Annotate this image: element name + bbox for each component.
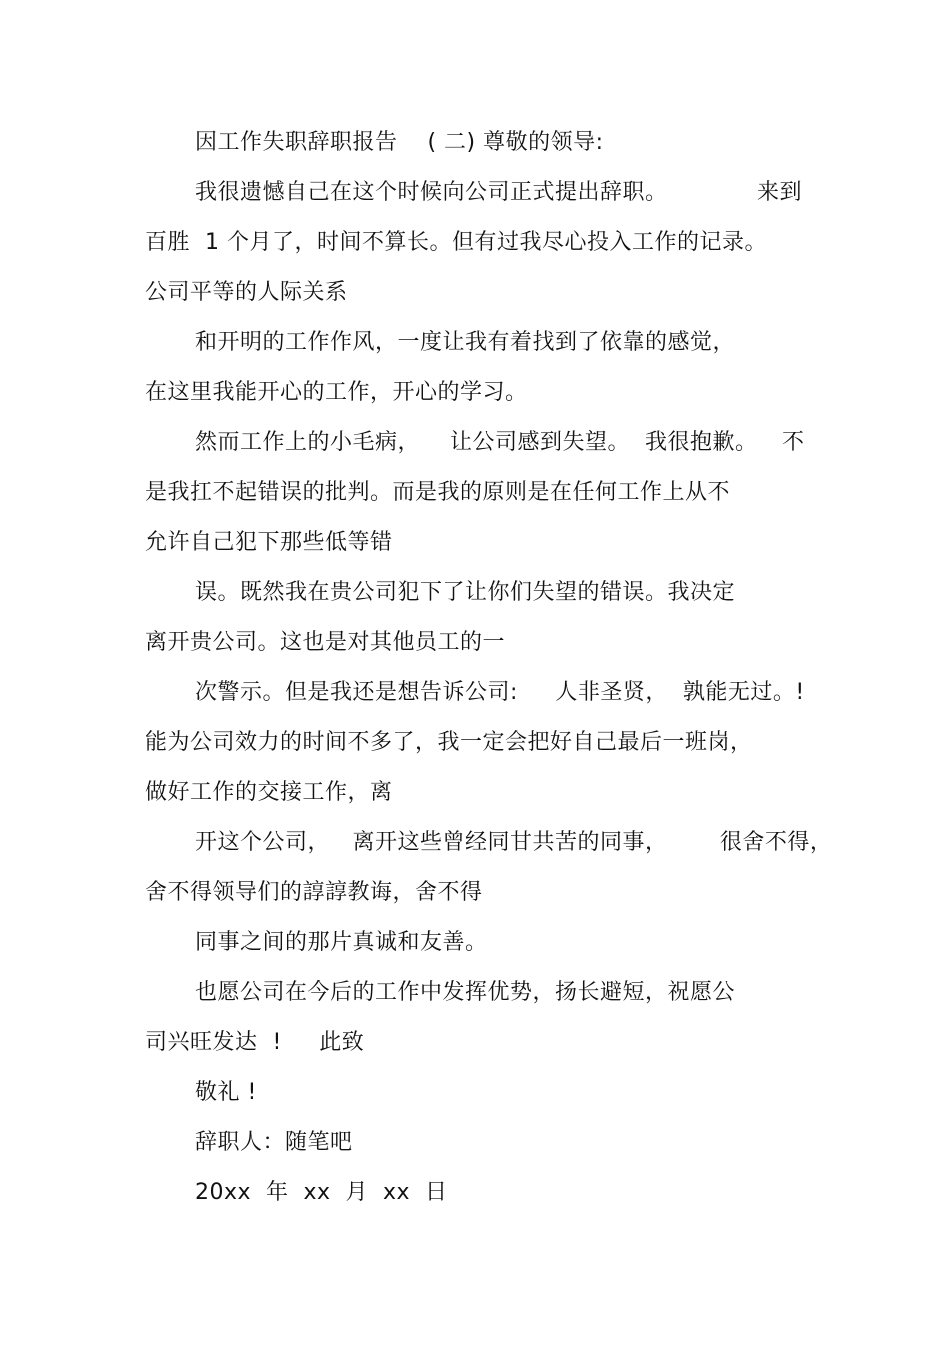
paragraph-line: 然而工作上的小毛病， 让公司感到失望。 我很抱歉。	[195, 430, 758, 455]
paragraph-line: 司兴旺发达 ! 此致	[145, 1030, 365, 1055]
paragraph-line: 离开贵公司。这也是对其他员工的一	[145, 630, 506, 655]
paragraph-line: 同事之间的那片真诚和友善。	[195, 930, 488, 955]
paragraph-line: 舍不得领导们的諄諄教诲，舍不得	[145, 880, 483, 905]
date-line: 20xx 年 xx 月 xx 日	[195, 1180, 448, 1205]
paragraph-line: 我很遗憾自己在这个时候向公司正式提出辞职。	[195, 180, 668, 205]
paragraph-line: 是我扛不起错误的批判。而是我的原则是在任何工作上从不	[145, 480, 731, 505]
paragraph-line: 能为公司效力的时间不多了，我一定会把好自己最后一班岗，	[145, 730, 753, 755]
paragraph-line: 也愿公司在今后的工作中发挥优势，扬长避短，祝愿公	[195, 980, 736, 1005]
paragraph-line: 做好工作的交接工作，离	[145, 780, 393, 805]
paragraph-line: 次警示。但是我还是想告诉公司: 人非圣贤， 孰能无过。!	[195, 680, 805, 705]
paragraph-line: 公司平等的人际关系	[145, 280, 348, 305]
paragraph-line-tail: 来到	[757, 180, 803, 205]
paragraph-line: 开这个公司， 离开这些曾经同甘共苦的同事， 很舍不得，	[195, 830, 833, 855]
paragraph-line: 在这里我能开心的工作，开心的学习。	[145, 380, 528, 405]
closing-salutation: 敬礼 !	[195, 1080, 257, 1105]
paragraph-line-tail: 不	[782, 430, 805, 455]
paragraph-line: 百胜 1 个月了，时间不算长。但有过我尽心投入工作的记录。	[145, 230, 767, 255]
signature-line: 辞职人：随笔吧	[195, 1130, 353, 1155]
paragraph-line: 误。既然我在贵公司犯下了让你们失望的错误。我决定	[195, 580, 736, 605]
paragraph-line: 和开明的工作作风，一度让我有着找到了依靠的感觉，	[195, 330, 736, 355]
paragraph-line: 允许自己犯下那些低等错	[145, 530, 393, 555]
title-line: 因工作失职辞职报告 ( 二) 尊敬的领导:	[195, 130, 604, 155]
